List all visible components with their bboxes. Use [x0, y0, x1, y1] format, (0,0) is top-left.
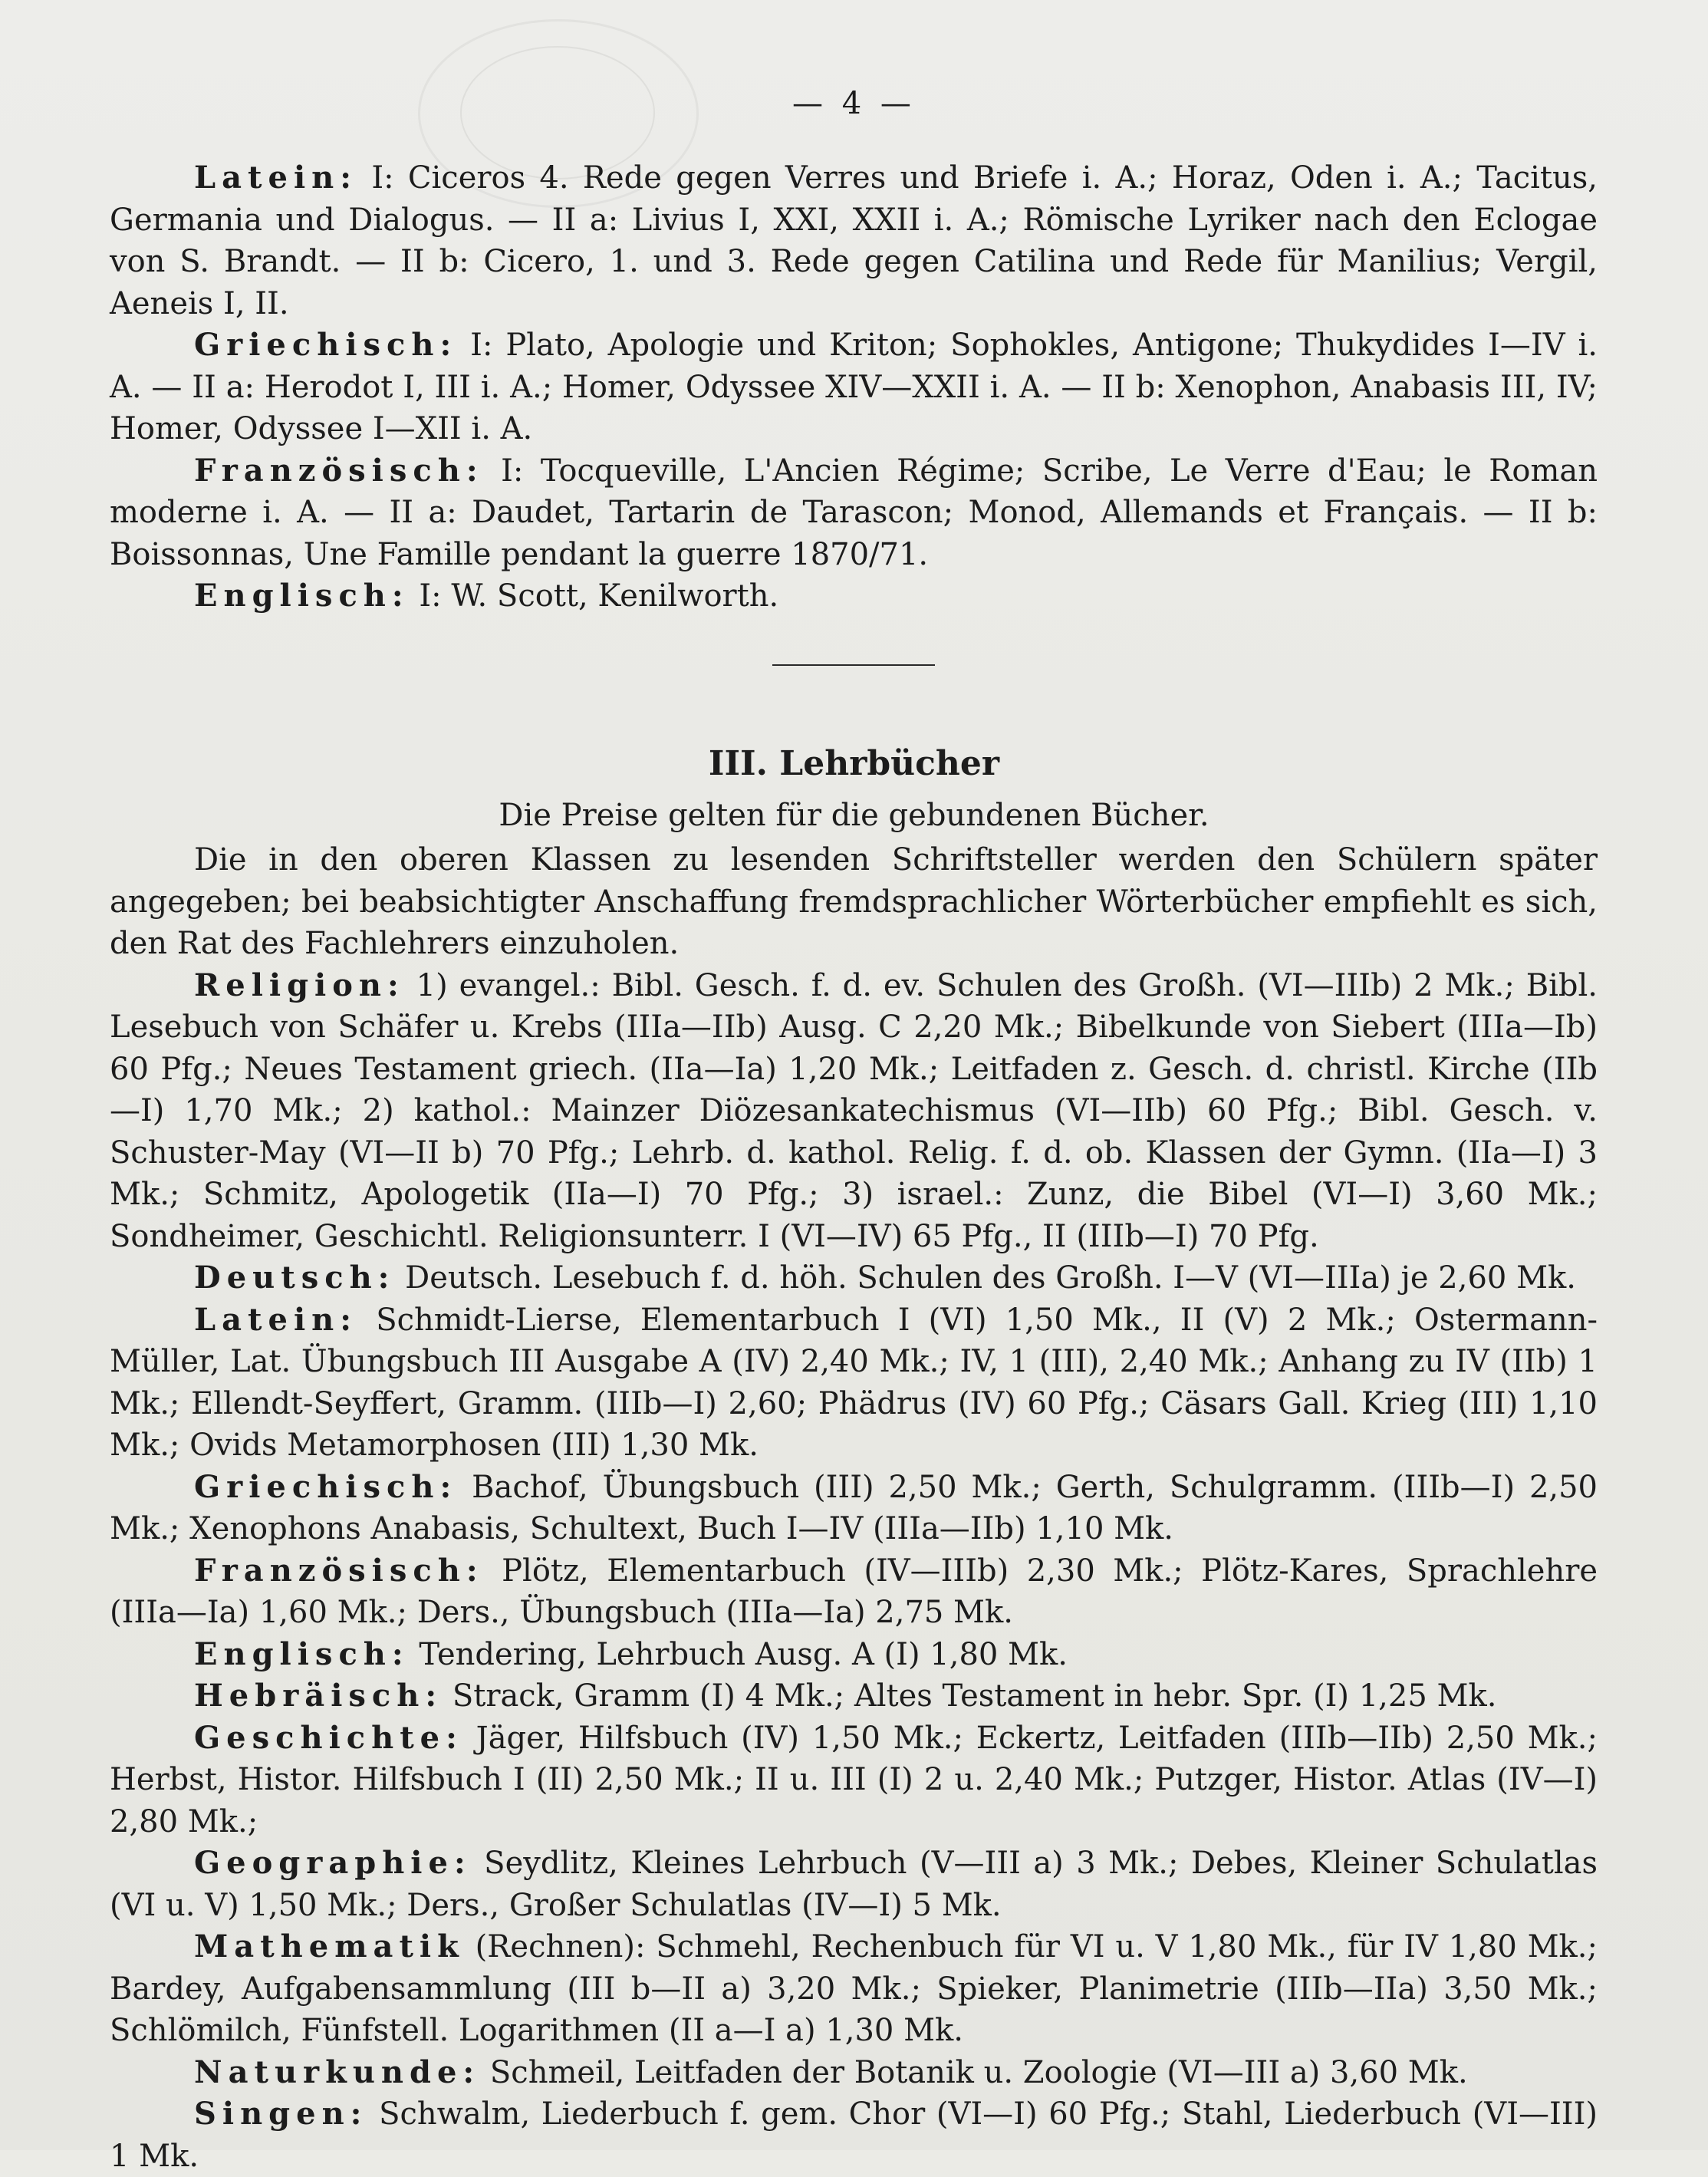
textbook-text: Tendering, Lehrbuch Ausg. A (I) 1,80 Mk. [419, 1636, 1068, 1672]
subject-label: Französisch: [194, 1552, 484, 1589]
textbooks-history [110, 1718, 1598, 1843]
reading-list-english [110, 575, 1598, 618]
reading-list-french [110, 450, 1598, 576]
section-subheading: Die Preise gelten für die gebundenen Bücher. [499, 798, 1209, 833]
textbook-text: Seydlitz, Kleines Lehrbuch (V—III a) 3 Mk.; Debes, Kleiner Schulatlas (VI u. V) 1,50 Mk.; Ders., Großer Schulatlas (IV—I) 5 Mk. [110, 1846, 1598, 1923]
reading-list-section [110, 157, 1598, 618]
textbooks-intro: Die in den oberen Klassen zu lesenden Schriftsteller werden den Schülern später angegeben; bei beabsichtigter Anschaffung fremdsprachlicher Wörterbücher empfiehlt es sich, den Rat des Fachlehrers einzuholen. [110, 842, 1598, 961]
subject-label: Latein: [194, 160, 358, 196]
textbook-text: Plötz, Elementarbuch (IV—IIIb) 2,30 Mk.; Plötz-Kares, Sprachlehre (IIIa—Ia) 1,60 Mk.; Ders., Übungsbuch (IIIa—Ia) 2,75 Mk. [110, 1553, 1598, 1630]
subject-label: Mathematik [194, 1928, 465, 1965]
reading-list-greek [110, 324, 1598, 450]
reading-text: I: Plato, Apologie und Kriton; Sophokles, Antigone; Thukydides I—IV i. A. — II a: Herodot I, III i. A.; Homer, Odyssee XIV—XXII i. A. — II b: Xenophon, Anabasis III, IV; Homer, Odyssee I—XII i. A. [110, 328, 1598, 446]
textbooks-latin [110, 1299, 1598, 1467]
reading-text: I: Tocqueville, L'Ancien Régime; Scribe, Le Verre d'Eau; le Roman moderne i. A. — II a: Daudet, Tartarin de Tarascon; Monod, Allemands et Français. — II b: Boissonnas, Une Famille pendant la guerre 1870/71. [110, 453, 1598, 572]
textbooks-english [110, 1634, 1598, 1676]
textbooks-greek [110, 1467, 1598, 1550]
subject-label: Singen: [194, 2096, 368, 2132]
textbooks-religion [110, 965, 1598, 1258]
reading-text: I: Ciceros 4. Rede gegen Verres und Briefe i. A.; Horaz, Oden i. A.; Tacitus, Germania und Dialogus. — II a: Livius I, XXI, XXII i. A.; Römische Lyriker nach den Eclogae von S. Brandt. — II b: Cicero, 1. und 3. Rede gegen Catilina und Rede für Manilius; Vergil, Aeneis I, II. [110, 160, 1598, 321]
subject-label: Religion: [194, 967, 405, 1003]
subject-label: Naturkunde: [194, 2053, 481, 2090]
subject-label: Griechisch: [194, 327, 458, 363]
textbook-text: Jäger, Hilfsbuch (IV) 1,50 Mk.; Eckertz, Leitfaden (IIIb—IIb) 2,50 Mk.; Herbst, Histor. Hilfsbuch I (II) 2,50 Mk.; II u. III (I) 2 u. 2,40 Mk.; Putzger, Histor. Atlas (IV—I) 2,80 Mk.; [110, 1720, 1598, 1839]
page-number: — 4 — [792, 86, 916, 121]
reading-text: I: W. Scott, Kenilworth. [419, 578, 779, 614]
textbooks-german [110, 1257, 1598, 1299]
subject-label: Latein: [194, 1301, 358, 1338]
textbooks-geography [110, 1843, 1598, 1926]
textbooks-hebrew [110, 1675, 1598, 1718]
textbooks-mathematics [110, 1926, 1598, 2052]
subject-label: Geographie: [194, 1845, 472, 1881]
subject-label: Geschichte: [194, 1719, 463, 1756]
textbook-text: Schmeil, Leitfaden der Botanik u. Zoologie (VI—III a) 3,60 Mk. [489, 2054, 1468, 2090]
textbooks-natural-science [110, 2052, 1598, 2094]
subject-label: Deutsch: [194, 1260, 396, 1296]
section-divider [772, 664, 935, 666]
section-heading: III. Lehrbücher [708, 744, 1000, 783]
reading-list-latin [110, 157, 1598, 324]
subject-label: Englisch: [194, 1635, 410, 1672]
textbooks-french [110, 1550, 1598, 1634]
subject-label: Griechisch: [194, 1468, 458, 1505]
textbook-text: Deutsch. Lesebuch f. d. höh. Schulen des Großh. I—V (VI—IIIa) je 2,60 Mk. [405, 1260, 1576, 1296]
textbook-text: Schwalm, Liederbuch f. gem. Chor (VI—I) 60 Pfg.; Stahl, Liederbuch (VI—III) 1 Mk. [110, 2096, 1598, 2174]
subject-label: Hebräisch: [194, 1678, 443, 1714]
textbook-text: Bachof, Übungsbuch (III) 2,50 Mk.; Gerth, Schulgramm. (IIIb—I) 2,50 Mk.; Xenophons Anabasis, Schultext, Buch I—IV (IIIa—IIb) 1,10 Mk. [110, 1469, 1598, 1546]
textbook-text: Strack, Gramm (I) 4 Mk.; Altes Testament in hebr. Spr. (I) 1,25 Mk. [452, 1678, 1497, 1714]
subject-label: Französisch: [194, 452, 484, 489]
subject-label: Englisch: [194, 578, 410, 614]
textbook-text: (Rechnen): Schmehl, Rechenbuch für VI u. V 1,80 Mk., für IV 1,80 Mk.; Bardey, Aufgabensammlung (III b—II a) 3,20 Mk.; Spieker, Planimetrie (IIIb—IIa) 3,50 Mk.; Schlömilch, Fünfstell. Logarithmen (II a—I a) 1,30 Mk. [110, 1929, 1598, 2048]
textbooks-section [110, 839, 1598, 2177]
textbooks-singing [110, 2093, 1598, 2177]
textbook-text: 1) evangel.: Bibl. Gesch. f. d. ev. Schulen des Großh. (VI—IIIb) 2 Mk.; Bibl. Lesebuch von Schäfer u. Krebs (IIIa—IIb) Ausg. C 2,20 Mk.; Bibelkunde von Siebert (IIIa—Ib) 60 Pfg.; Neues Testament griech. (IIa—Ia) 1,20 Mk.; Leitfaden z. Gesch. d. christl. Kirche (IIb—I) 1,70 Mk.; 2) kathol.: Mainzer Diözesankatechismus (VI—IIb) 60 Pfg.; Bibl. Gesch. v. Schuster-May (VI—II b) 70 Pfg.; Lehrb. d. kathol. Relig. f. d. ob. Klassen der Gymn. (IIa—I) 3 Mk.; Schmitz, Apologetik (IIa—I) 70 Pfg.; 3) israel.: Zunz, die Bibel (VI—I) 3,60 Mk.; Sondheimer, Geschichtl. Religionsunterr. I (VI—IV) 65 Pfg., II (IIIb—I) 70 Pfg. [110, 967, 1598, 1254]
textbook-text: Schmidt-Lierse, Elementarbuch I (VI) 1,50 Mk., II (V) 2 Mk.; Ostermann-Müller, Lat. Übungsbuch III Ausgabe A (IV) 2,40 Mk.; IV, 1 (III), 2,40 Mk.; Anhang zu IV (IIb) 1 Mk.; Ellendt-Seyffert, Gramm. (IIIb—I) 2,60; Phädrus (IV) 60 Pfg.; Cäsars Gall. Krieg (III) 1,10 Mk.; Ovids Metamorphosen (III) 1,30 Mk. [110, 1302, 1598, 1463]
